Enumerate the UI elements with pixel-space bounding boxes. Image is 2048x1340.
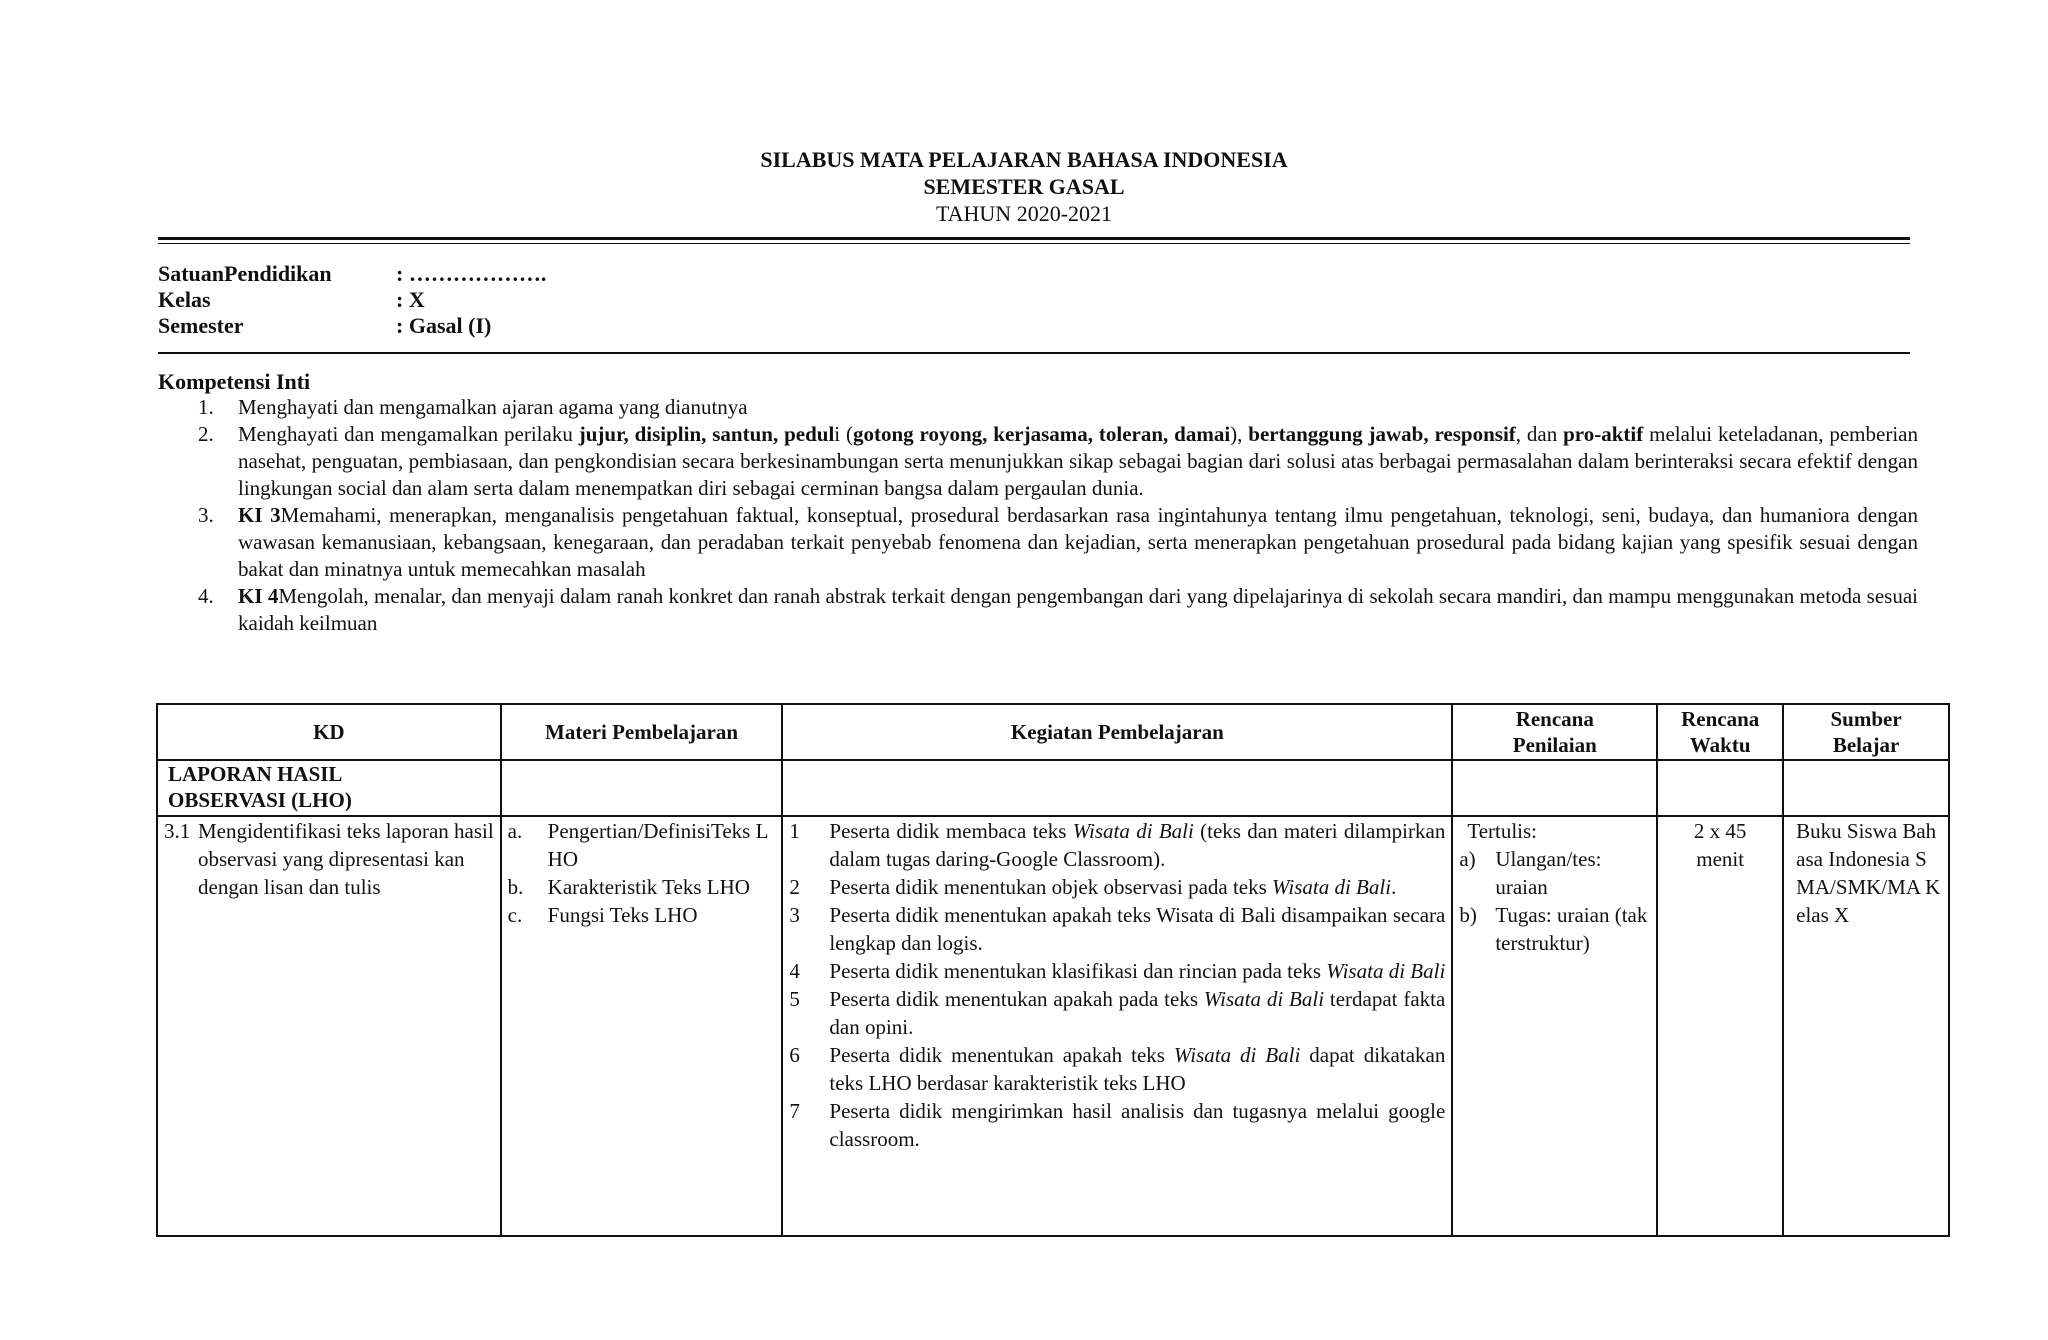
semester-label: Semester <box>158 313 244 338</box>
header-sumber-line1: Sumber <box>1830 707 1902 731</box>
header-waktu-line1: Rencana <box>1681 707 1760 731</box>
header-rule-thick <box>158 237 1910 240</box>
header-sumber <box>1783 704 1949 760</box>
section-title-line1: LAPORAN HASIL <box>168 762 343 786</box>
materi-letter: a. <box>507 819 523 843</box>
table-section-row <box>157 760 1949 816</box>
kegiatan-item <box>789 1041 1445 1097</box>
doc-year: TAHUN 2020-2021 <box>935 201 1113 226</box>
sumber-cell <box>1783 816 1949 1236</box>
materi-cell <box>501 816 783 1236</box>
satuan-value: : ………………. <box>396 261 547 286</box>
kd-text: Mengidentifikasi teks laporan hasil observasi yang dipresentasi kan dengan lisan dan tulis <box>198 819 494 899</box>
section-title <box>157 760 501 816</box>
ki-heading: Kompetensi Inti <box>158 369 311 394</box>
semester-value: : Gasal (I) <box>396 313 492 338</box>
kegiatan-number: 2 <box>789 875 800 899</box>
ki-text: i ( <box>834 422 853 446</box>
header-kegiatan: Kegiatan Pembelajaran <box>782 704 1452 760</box>
kegiatan-item <box>789 817 1445 873</box>
header-penilaian-line2: Penilaian <box>1512 733 1597 757</box>
kegiatan-text: (teks dan materi dilampirkan dalam tugas daring-Google Classroom). <box>829 819 1446 871</box>
kegiatan-number: 1 <box>789 819 800 843</box>
materi-text: Pengertian/DefinisiTeks LHO <box>547 819 769 871</box>
header-sumber-line2: Belajar <box>1832 733 1900 757</box>
ki-item <box>198 421 1918 502</box>
kegiatan-number: 4 <box>789 959 800 983</box>
materi-letter: b. <box>507 875 524 899</box>
kegiatan-italic: Wisata di Bali <box>1326 959 1446 983</box>
header-materi: Materi Pembelajaran <box>501 704 783 760</box>
ki-bold-text: pro-aktif <box>1563 422 1644 446</box>
satuan-label: SatuanPendidikan <box>158 261 332 286</box>
doc-semester: SEMESTER GASAL <box>923 174 1125 199</box>
doc-title: SILABUS MATA PELAJARAN BAHASA INDONESIA <box>760 147 1288 172</box>
penilaian-letter: a) <box>1459 847 1476 871</box>
empty-cell <box>782 760 1452 816</box>
ki-item <box>198 583 1918 637</box>
empty-cell <box>1657 760 1783 816</box>
kegiatan-text: . <box>1391 875 1397 899</box>
header-rule-thin <box>158 243 1910 244</box>
penilaian-letter: b) <box>1459 903 1477 927</box>
ki-label: KI 3 <box>238 503 281 527</box>
ki-number: 3. <box>198 503 214 527</box>
kegiatan-italic: Wisata di Bali <box>1072 819 1194 843</box>
kelas-value: : X <box>396 287 425 312</box>
sumber-text: Buku Siswa Bahasa Indonesia SMA/SMK/MA Kelas X <box>1796 819 1941 927</box>
empty-cell <box>501 760 783 816</box>
kegiatan-item <box>789 901 1445 957</box>
header-penilaian <box>1452 704 1657 760</box>
table-row <box>157 816 1949 1236</box>
header-waktu-line2: Waktu <box>1689 733 1751 757</box>
ki-number: 2. <box>198 422 214 446</box>
kegiatan-text: Peserta didik menentukan objek observasi pada teks <box>829 875 1273 899</box>
kegiatan-text: Peserta didik menentukan apakah teks <box>829 1043 1174 1067</box>
info-rule <box>158 352 1910 354</box>
kegiatan-text: dapat dikatakan teks LHO berdasar karakteristik teks LHO <box>829 1043 1446 1095</box>
table-header-row <box>157 704 1949 760</box>
kegiatan-item <box>789 957 1445 985</box>
kegiatan-text: Peserta didik mengirimkan hasil analisis dan tugasnya melalui google classroom. <box>829 1099 1446 1151</box>
ki-bold-text: bertanggung jawab, responsif <box>1248 422 1516 446</box>
penilaian-text: Tugas: uraian (tak terstruktur) <box>1495 903 1648 955</box>
kegiatan-text: Peserta didik menentukan klasifikasi dan rincian pada teks <box>829 959 1327 983</box>
ki-label: KI 4 <box>238 584 279 608</box>
kegiatan-italic: Wisata di Bali <box>1203 987 1325 1011</box>
ki-text: melalui keteladanan, pemberian nasehat, penguatan, pembiasaan, dan pengkondisian secara berkesinambungan serta menunjukkan sikap sebagai bagian dari solusi atas berbagai permasalahan dalam berinteraksi secara efektif dengan lingkungan social dan alam serta dalam menempatkan diri sebagai cerminan bangsa dalam pergaulan dunia. <box>238 422 1918 500</box>
ki-text: Menghayati dan mengamalkan perilaku <box>238 422 579 446</box>
waktu-cell <box>1657 816 1783 1236</box>
kd-entry <box>164 817 494 901</box>
waktu-unit: menit <box>1696 847 1745 871</box>
ki-list <box>198 394 1918 637</box>
penilaian-item <box>1459 845 1650 901</box>
syllabus-table <box>156 703 1950 1237</box>
section-title-line2: OBSERVASI (LHO) <box>168 788 352 812</box>
materi-letter: c. <box>507 903 523 927</box>
ki-bold-text: jujur, disiplin, santun, pedul <box>578 422 835 446</box>
kegiatan-number: 7 <box>789 1099 800 1123</box>
kd-cell <box>157 816 501 1236</box>
kegiatan-item <box>789 873 1445 901</box>
materi-item <box>508 873 776 901</box>
empty-cell <box>1452 760 1657 816</box>
ki-item <box>198 394 1918 421</box>
header-penilaian-line1: Rencana <box>1515 707 1594 731</box>
kegiatan-italic: Wisata di Bali <box>1173 1043 1301 1067</box>
kd-number: 3.1 <box>164 819 191 843</box>
ki-text: Mengolah, menalar, dan menyaji dalam ranah konkret dan ranah abstrak terkait dengan pengembangan dari yang dipelajarinya di sekolah secara mandiri, dan mampu menggunakan metoda sesuai kaidah keilmuan <box>238 584 1919 635</box>
header-waktu <box>1657 704 1783 760</box>
kegiatan-cell <box>782 816 1452 1236</box>
materi-item <box>508 901 776 929</box>
ki-text: , dan <box>1515 422 1564 446</box>
ki-number: 1. <box>198 395 214 419</box>
penilaian-item <box>1459 901 1650 957</box>
kegiatan-text: terdapat fakta dan opini. <box>829 987 1446 1039</box>
ki-number: 4. <box>198 584 214 608</box>
kegiatan-text: Peserta didik menentukan apakah pada teks <box>829 987 1204 1011</box>
kelas-label: Kelas <box>158 287 211 312</box>
ki-text: ), <box>1230 422 1249 446</box>
materi-text: Fungsi Teks LHO <box>547 903 698 927</box>
kegiatan-number: 5 <box>789 987 800 1011</box>
ki-text: Menghayati dan mengamalkan ajaran agama yang dianutnya <box>238 395 748 419</box>
penilaian-text: Ulangan/tes: uraian <box>1495 847 1602 899</box>
ki-item <box>198 502 1918 583</box>
kegiatan-item <box>789 985 1445 1041</box>
kegiatan-text: Peserta didik menentukan apakah teks Wisata di Bali disampaikan secara lengkap dan logis. <box>829 903 1446 955</box>
kegiatan-item <box>789 1097 1445 1153</box>
ki-text: Memahami, menerapkan, menganalisis pengetahuan faktual, konseptual, prosedural berdasarkan rasa ingintahunya tentang ilmu pengetahuan, teknologi, seni, budaya, dan humaniora dengan wawasan kemanusiaan, kebangsaan, kenegaraan, dan peradaban terkait penyebab fenomena dan kejadian, serta menerapkan pengetahuan prosedural pada bidang kajian yang spesifik sesuai dengan bakat dan minatnya untuk memecahkan masalah <box>238 503 1918 581</box>
ki-bold-text: gotong royong, kerjasama, toleran, damai <box>852 422 1231 446</box>
header-kd: KD <box>157 704 501 760</box>
penilaian-head: Tertulis: <box>1467 819 1538 843</box>
kegiatan-italic: Wisata di Bali <box>1272 875 1392 899</box>
kegiatan-text: Peserta didik membaca teks <box>829 819 1073 843</box>
kegiatan-number: 3 <box>789 903 800 927</box>
kegiatan-number: 6 <box>789 1043 800 1067</box>
penilaian-cell <box>1452 816 1657 1236</box>
materi-text: Karakteristik Teks LHO <box>547 875 750 899</box>
empty-cell <box>1783 760 1949 816</box>
waktu-value: 2 x 45 <box>1693 819 1747 843</box>
materi-item <box>508 817 776 873</box>
